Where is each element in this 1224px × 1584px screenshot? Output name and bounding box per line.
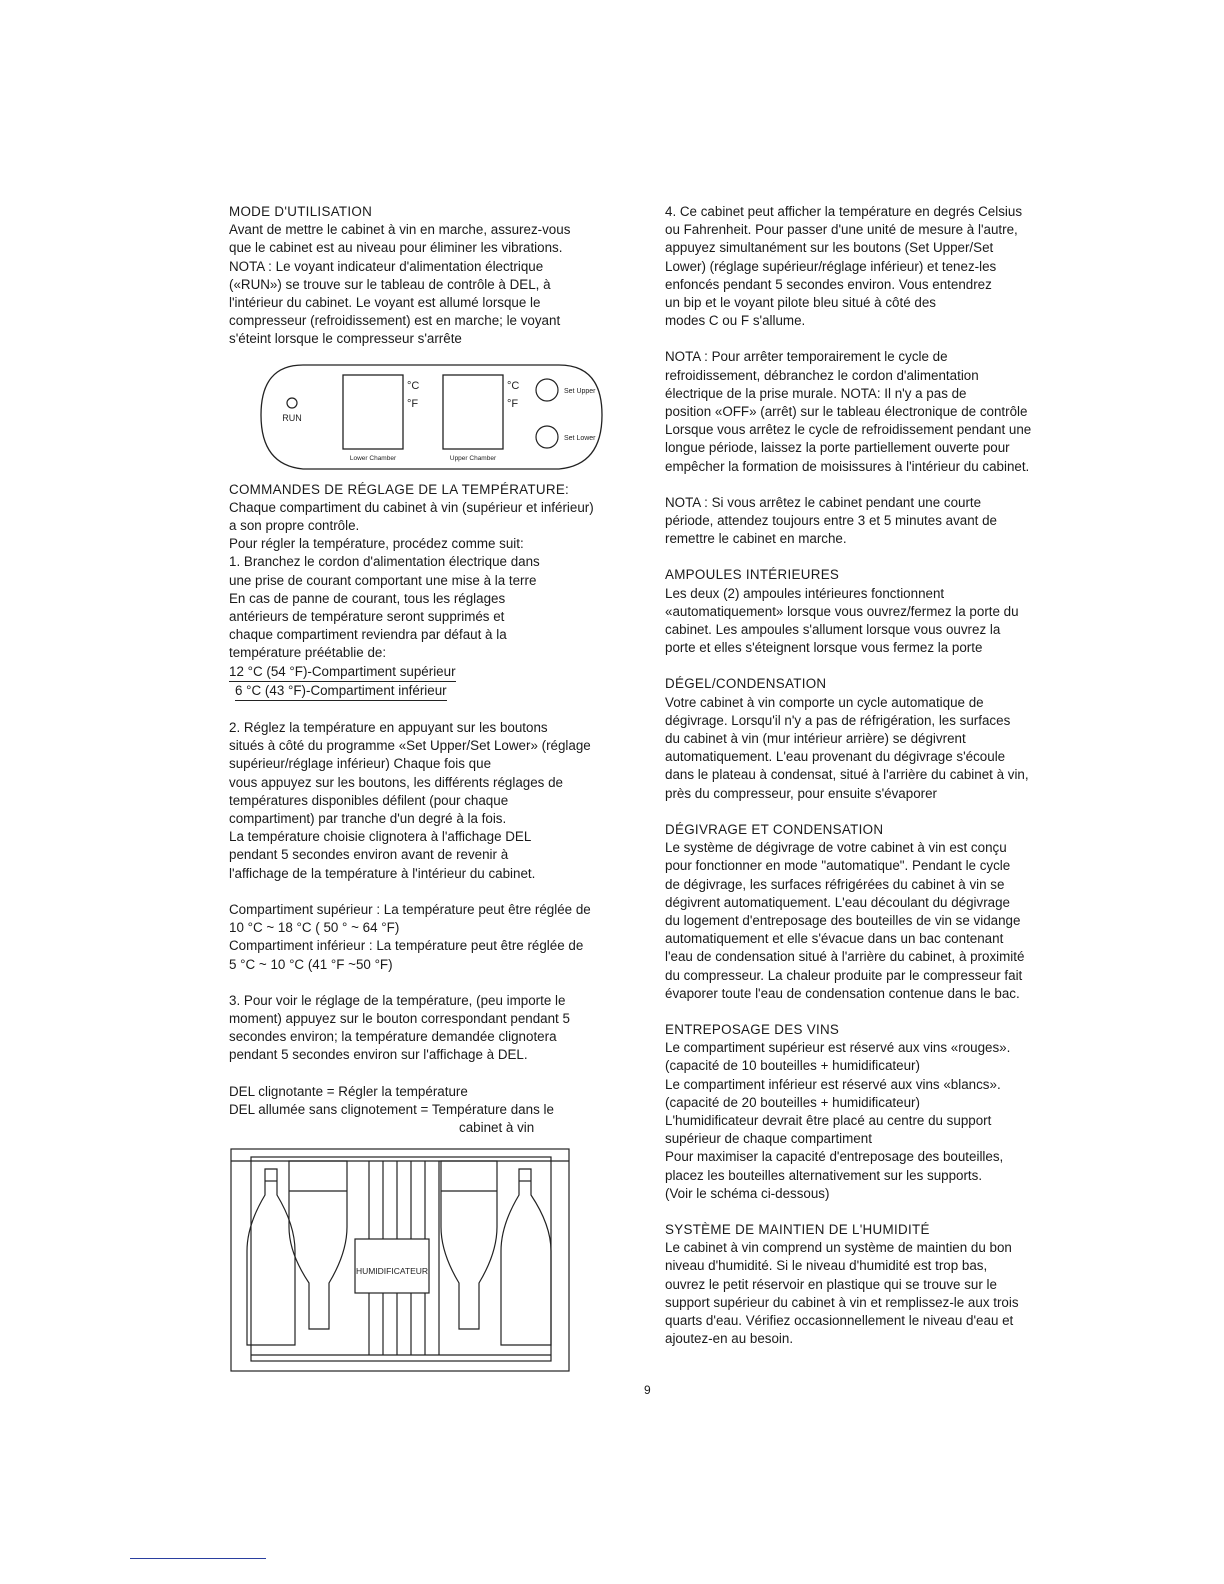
set-upper-button-icon (536, 379, 558, 401)
humidity-title: SYSTÈME DE MAINTIEN DE L'HUMIDITÉ (665, 1221, 930, 1237)
lower-chamber-display (343, 375, 403, 449)
panel-outline (261, 365, 602, 469)
bottle-left (247, 1169, 295, 1345)
bottle-right (501, 1169, 551, 1345)
upper-chamber-display (443, 375, 503, 449)
mode-title: MODE D'UTILISATION (229, 204, 373, 219)
mode-body: Avant de mettre le cabinet à vin en marche, assurez-vous que le cabinet est au niveau pour éliminer les vibrations. NOTA : Le voyant indicateur d'alimentation électrique («RUN») se trouve sur le tableau de contrôle à DEL, à l'intérieur du cabinet. Le voyant est allumé lorsque le compresseur (refroidissement) est en marche; le voyant s'éteint lorsque le compresseur s'arrête (229, 222, 571, 347)
set-lower-label: Set Lower (564, 434, 596, 442)
step3-text: 3. Pour voir le réglage de la température, (peu importe le moment) appuyez sur le bouton correspondant pendant 5 secondes environ; la température demandée clignotera pendant 5 secondes environ sur l'affichage à DEL. (229, 992, 570, 1063)
bulbs-body: Les deux (2) ampoules intérieures fonctionnent «automatiquement» lorsque vous ouvrez/fermez la porte du cabinet. Les ampoules s'allument lorsque vous ouvrez la porte et elles s'éteignent lorsque vous fermez la porte (665, 585, 1019, 656)
step4-text: 4. Ce cabinet peut afficher la température en degrés Celsius ou Fahrenheit. Pour passer d'une unité de mesure à l'autre, appuyez simultanément sur les boutons (Set Upper/Set Lower) (réglage supérieur/réglage inférieur) et tenez-les enfoncés pendant 5 secondes environ. Vous entendrez un bip et le voyant pilote bleu situé à côté des modes C ou F s'allume. (665, 204, 1023, 329)
control-panel-svg (259, 363, 604, 473)
nota1-text: NOTA : Pour arrêter temporairement le cycle de refroidissement, débranchez le cordon d'alimentation électrique de la prise murale. NOTA: Il n'y a pas de position «OFF» (arrêt) sur le tableau électronique de contrôle Lorsque vous arrêtez le cycle de refroidissement pendant une longue période, laissez la porte partiellement ouverte pour empêcher la formation de moisissures à l'intérieur du cabinet. (665, 349, 1032, 474)
lower-chamber-label: Lower Chamber (349, 454, 397, 462)
defrost-title: DÉGEL/CONDENSATION (665, 676, 827, 692)
upper-celsius-label: °C (507, 379, 520, 392)
preset-lower: 6 °C (43 °F)-Compartiment inférieur (235, 682, 447, 701)
preset-upper-line (229, 663, 649, 682)
upper-fahrenheit-label: °F (507, 397, 519, 410)
bottle-center-right (441, 1161, 497, 1329)
upper-chamber-label: Upper Chamber (449, 454, 497, 462)
control-panel-diagram (259, 363, 604, 473)
footer-rule (130, 1558, 266, 1559)
storage-title: ENTREPOSAGE DES VINS (665, 1021, 840, 1037)
defrost-body: Votre cabinet à vin comporte un cycle automatique de dégivrage. Lorsqu'il n'y a pas de réfrigération, les surfaces du cabinet à vin (mur intérieur arrière) se dégivrent automatiquement. L'eau provenant du dégivrage s'écoule dans le plateau à condensat, situé à l'arrière du cabinet à vin, près du compresseur, pour ensuite s'évaporer (665, 694, 1029, 801)
controls-title: COMMANDES DE RÉGLAGE DE LA TEMPÉRATURE: (229, 481, 570, 497)
controls-body: Chaque compartiment du cabinet à vin (supérieur et inférieur) a son propre contrôle. Pour régler la température, procédez comme suit: 1. Branchez le cordon d'alimentation électrique dans une prise de courant comportant une mise à la terre En cas de panne de courant, tous les réglages antérieurs de température seront supprimés et chaque compartiment reviendra par défaut à la température préétablie de: (229, 499, 594, 661)
nota2-text: NOTA : Si vous arrêtez le cabinet pendant une courte période, attendez toujours entre 3 et 5 minutes avant de remettre le cabinet en marche. (665, 494, 998, 547)
led-steady-text-2: cabinet à vin (459, 1119, 535, 1135)
ranges-text: Compartiment supérieur : La température peut être réglée de 10 °C ~ 18 °C ( 50 ° ~ 64 °F) Compartiment inférieur : La température peut être réglée de 5 °C ~ 10 °C (41 °F ~50 °F) (229, 901, 591, 972)
set-upper-label: Set Upper (564, 387, 596, 395)
step2-text: 2. Réglez la température en appuyant sur les boutons situés à côté du programme «Set Upper/Set Lower» (réglage supérieur/réglage inférieur) Chaque fois que vous appuyez sur les boutons, les différents réglages de températures disponibles défilent (pour chaque compartiment) par tranche d'un degré à la fois. La température choisie clignotera à l'affichage DEL pendant 5 secondes environ avant de revenir à l'affichage de la température à l'intérieur du cabinet. (229, 720, 591, 881)
left-column (229, 203, 649, 1375)
humidifier-label: HUMIDIFICATEUR (355, 1266, 429, 1277)
preset-upper: 12 °C (54 °F)-Compartiment supérieur (229, 663, 456, 682)
led-blink-text: DEL clignotante = Régler la température (229, 1083, 468, 1099)
led-steady-text: DEL allumée sans clignotement = Température dans le (229, 1101, 554, 1117)
condensation-body: Le système de dégivrage de votre cabinet à vin est conçu pour fonctionner en mode "automatique". Pendant le cycle de dégivrage, les surfaces réfrigérées du cabinet à vin se dégivrent automatiquement. L'eau découlant du dégivrage du logement d'entreposage des bouteilles de vin se vidange automatiquement et elle s'évacue dans un bac contenant l'eau de condensation situé à l'arrière du cabinet, à proximité du compresseur. La chaleur produite par le compresseur fait évaporer toute l'eau de condensation contenue dans le bac. (665, 840, 1025, 1001)
condensation-title: DÉGIVRAGE ET CONDENSATION (665, 821, 884, 837)
humidity-body: Le cabinet à vin comprend un système de maintien du bon niveau d'humidité. Si le niveau d'humidité est trop bas, ouvrez le petit réservoir en plastique qui se trouve sur le support supérieur du cabinet à vin et remplissez-le aux trois quarts d'eau. Vérifiez occasionnellement le niveau d'eau et ajoutez-en au besoin. (665, 1240, 1019, 1347)
bottle-center-left (289, 1161, 347, 1329)
set-lower-button-icon (536, 426, 558, 448)
run-indicator-icon (287, 398, 297, 408)
lower-celsius-label: °C (407, 379, 420, 392)
right-column (665, 203, 1090, 1348)
page-number: 9 (644, 1383, 651, 1397)
preset-lower-line (229, 682, 649, 701)
bottle-rack-svg (229, 1147, 571, 1375)
bulbs-title: AMPOULES INTÉRIEURES (665, 567, 840, 583)
run-label: RUN (282, 412, 302, 423)
storage-body: Le compartiment supérieur est réservé aux vins «rouges». (capacité de 10 bouteilles + humidificateur) Le compartiment inférieur est réservé aux vins «blancs». (capacité de 20 bouteilles + humidificateur) L'humidificateur devrait être placé au centre du support supérieur de chaque compartiment Pour maximiser la capacité d'entreposage des bouteilles, placez les bouteilles alternativement sur les supports. (Voir le schéma ci-dessous) (665, 1040, 1011, 1201)
bottle-rack-figure (229, 1147, 571, 1375)
lower-fahrenheit-label: °F (407, 397, 419, 410)
